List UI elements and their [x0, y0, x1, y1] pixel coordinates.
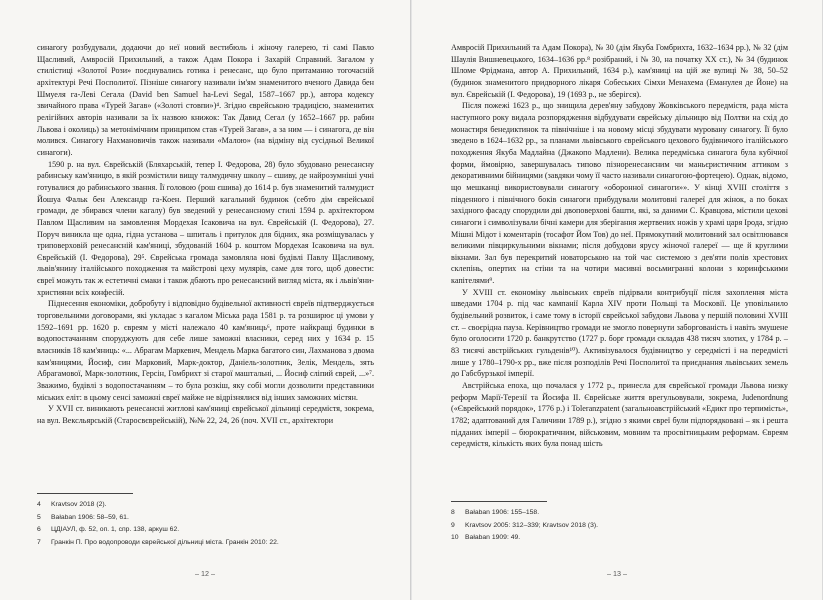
- page-number: – 12 –: [195, 569, 215, 578]
- footnote-number: 6: [37, 526, 41, 534]
- left-page: [0, 0, 411, 600]
- left-page-body: [37, 42, 374, 427]
- footnotes: [37, 500, 374, 550]
- paragraph: У XVIII ст. економіку львівських євреїв підірвали контрибуції після захоплення міста шведами 1704 р. під час кампанії Карла XIV проти Польщі та Московії. Це уповільнило будівельний розвиток, і саме тому в історії єврейської забудови Львова у першій половині XVIII ст. – своєрідна пауза. Керівництво громади не змогло повернути заборгованість і навіть змушене було оголосити 1720 р. банкрутство (1727 р. борг громади складав 438 тисяч злотих, у 1784 р. – 83 тисячі австрійських гульденів¹⁰). Активізувалося будівництво у середмісті і на передмісті лише у 1780–1790-х рр., вже після розподілів Речі Посполитої та приєднання львівських земель до Габсбурзької імперії.: [451, 287, 788, 379]
- page-number: – 13 –: [607, 569, 627, 578]
- footnote-number: 5: [37, 513, 41, 521]
- footnote-number: 4: [37, 501, 41, 508]
- footnote-number: 7: [37, 538, 41, 546]
- footnote-text: Kravtsov 2018 (2).: [51, 501, 107, 508]
- footnote-number: 9: [451, 521, 455, 529]
- footnote-text: Kravtsov 2005: 312–339; Kravtsov 2018 (3).: [465, 521, 598, 529]
- footnote-text: ЦДІАУЛ, ф. 52, оп. 1, спр. 138, аркуш 62.: [51, 526, 180, 534]
- footnote: [37, 513, 374, 522]
- right-page: [411, 0, 822, 600]
- footnote-rule: [451, 501, 547, 502]
- footnote-number: 8: [451, 509, 455, 516]
- paragraph: У XVII ст. виникають ренесансні житлові кам'яниці єврейської дільниці середмістя, зокрема, на вул. Вексльярській (Старосвєврейській), №№ 22, 24, 26 (поч. XVII ст., архітектори: [37, 404, 374, 425]
- paragraph: Австрійська епоха, що почалася у 1772 р., принесла для єврейської громади Львова низку реформ Марії-Терезії та Йосифа II. Єврейське життя врегульовували, зокрема, Judenordnung («Єврейський порядок», 1776 р.) і Toleranzpatent (загальноавстрійський «Едикт про терпимість», 1782; адаптований для Галичини 1789 р.), згідно з якими євреї були підпорядковані – як і решта підданих імперії – бюрократичним, військовим, мовним та просвітницьким реформам. Євреям середмістя, кількість яких була понад шість: [451, 381, 788, 449]
- footnotes: [451, 508, 788, 546]
- footnote-number: 10: [451, 534, 459, 542]
- footnote: [37, 500, 374, 509]
- footnote: [37, 538, 374, 547]
- paragraph: Піднесення економіки, добробуту і відповідно будівельної активності євреїв підтверджується торговельними договорами, які укладає з кагалом Міська рада 1581 р. та розширює ці умови у 1592–1691 рр. 1620 р. євреям у місті належало 40 кам'яниць⁶, проте найкращі будинки в водопостачанням споруджують для себе лише заможні власники, серед них у 1634 р. 15 власників 18 кам'яниць: «... Абрагам Маркевич, Мендель Марка багатого син, Лахманова з двома кам'яницями, Йосиф, син Марковий, Марк-доктор, Даніель-золотник, Зелік, Мендель, зять Абрагамової, Марк-золотник, Герсін, Гомбрихт зі старої маштальні, ... Йосиф сліпий єврей, ...»⁷. Зважимо, будівлі з водопостачанням – то була розкіш, яку собі могли дозволити представники міських еліт: в цьому сенсі заможні євреї майже не відрізнялися від інших заможних містян.: [37, 299, 374, 402]
- footnote: [451, 533, 788, 542]
- footnote: [37, 525, 374, 534]
- paragraph: Амвросій Прихильний та Адам Покора), № 30 (дім Якуба Гомбрихта, 1632–1634 рр.), № 32 (дім Шаулія Вишневецького, 1634–1636 рр.⁸ розібраний, і № 30, на початку XX ст.), № 34 (будинок Шломе Фрідмана, автор А. Прихильний, 1634 р.), кам'яниці на цій же вулиці № 38, 50–52 (будинок знаменитого придворного лікаря Собеських Сімхи Менахема (Еманулея де Йоне) на вул. Єврейській (І. Федорова), 19 (1693 р., не зберігся).: [451, 43, 788, 99]
- footnote-text: Bałaban 1909: 49.: [465, 534, 521, 542]
- paragraph: синагогу розбудували, додаючи до неї новий вестибюль і жіночу галерею, ті самі Павло Щасливий, Амвросій Прихильний, а також Адам Покора і Захарій Справний. Загалом у стилістиці «Золотої Рози» поєднувались готика і ренесанс, що було притаманно тогочасній архітектурі Речі Посполитої. Пізніше синагогу називали ім'ям знаменитого вченого Давида бен Шмуеля га-Леві Сегала (David ben Samuel ha-Levi Segal, 1587–1667 рр.), автора кодексу звичайного права «Турей Загав» («Золоті стовпи»)⁴. Згідно єврейською традицією, знаменитих релігійних авторів називали за їх назвою книжок: Так Давид Сегал (у 1652–1667 рр. рабин Львова і околиць) за метонімічним принципом став «Турей Загав», а за ним — і синагога, де він молився. Синагогу Нахмановичів також називали «Малою» (на відміну від сусідньої Великої синагоги).: [37, 43, 374, 157]
- footnote-text: Гранкін П. Про водопроводи єврейської дільниці міста. Гранкін 2010: 22.: [51, 538, 279, 546]
- right-page-body: [451, 42, 788, 450]
- footnote-rule: [37, 493, 133, 494]
- footnote-text: Bałaban 1906: 58–59, 61.: [51, 513, 129, 521]
- paragraph: Після пожежі 1623 р., що знищила дерев'яну забудову Жовківського передмістя, рада міста наступного року видала розпорядження відбудувати єврейську дільницю від Полтви на схід до монастиря бенедиктинок та північніше і на новому місці збудувати муровану синагогу. Її було зведено в 1624–1632 рр., за планами львівського єврейського цехового будівничого італійського походження Якуба Мадлайна (Джакопо Мадлени). Велика передміська синагога була кубічної форми, ймовірно, завершувалась типово пізноренесансним чи маньєристичним аттиком з декоративними бійницями (завдяки чому її часто називали синагогою-фортецею). Однак, відомо, що мешканці використовували синагогу «оборонної синагоги»». У кінці XVIII століття з південного і північного боків синагоги прибудували молитовні галереї для жінок, а по боках західного фасаду спорудили дві двоповерхові башти, які, за даними С. Кравцова, містили цехові синагоги і символізували бічні камери для зберігання жертвених ножів у храмі царя Ірода, згідно Мішні Мідот і коментарів (тосафот Йом Тов) до неї. Прямокутний молитовний зал освітлювався великими півциркульними вікнами; після добудови ярусу жіночої галереї — ще й круглими вікнами. Зал був перекритий новаторською на той час системою з дев'яти полів хрестових склепінь, опертих на стіни та на чотири масивні восьмигранні колони з коринфськими капітелями⁹.: [451, 101, 788, 286]
- footnote: [451, 521, 788, 530]
- footnote-text: Bałaban 1906: 155–158.: [465, 509, 540, 516]
- footnote: [451, 508, 788, 517]
- paragraph: 1590 р. на вул. Єврейській (Бляхарській, тепер І. Федорова, 28) було збудовано ренесансну рабинську кам'яницю, в якій розмістили вищу талмудичну школу – єшиву, де найрозумніші учні готувалися до рабинського звання. Її головою (рош єшива) до 1614 р. був знаменитий талмудист Йошуа Фальк бен Александр га-Коен. Перший кагальний будинок (себто дім єврейської громади, де збирався члени кагалу) був зведений у ренесансному стилі 1594 р. архітектором Павлом Щасливим на замовлення Мордехая Ісаковича на вул. Єврейській (І. Федорова), 27. Поруч виникла ще одна, гідна установа – шпиталь і притулок для бідних, яка розміщувалась у триповерховій ренесансній кам'яниці, збудованій 1604 р. коштом Мордехая Ісаковича на вул. Єврейській (І. Федорова), 29⁵. Єврейська громада замовляла нові будівлі Павлу Щасливому, львів'янину італійського походження та майстрові цеху мулярів, саме для того, щоб довести: євреї можуть так ж естетичні смаки і також дбають про ренесансний вигляд міста, як і львів'яни-християни всіх конфесій.: [37, 159, 374, 297]
